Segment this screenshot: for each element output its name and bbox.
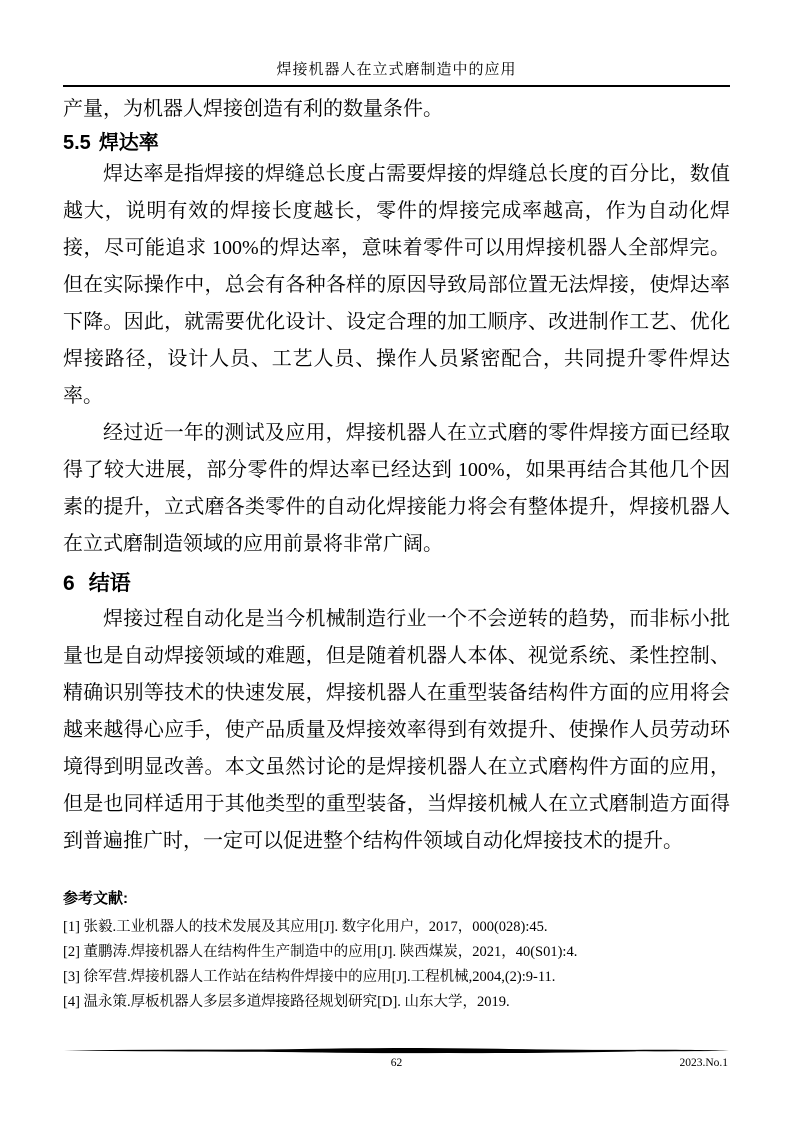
section-6-number: 6	[63, 572, 75, 595]
section-6-paragraph-1: 焊接过程自动化是当今机械制造行业一个不会逆转的趋势，而非标小批量也是自动焊接领域的难题，但是随着机器人本体、视觉系统、柔性控制、精确识别等技术的快速发展，焊接机器人在重型装备结构件方面的应用将会越来越得心应手，使产品质量及焊接效率得到有效提升、使操作人员劳动环境得到明显改善。本文虽然讨论的是焊接机器人在立式磨构件方面的应用，但是也同样适用于其他类型的重型装备，当焊接机械人在立式磨制造方面得到普遍推广时，一定可以促进整个结构件领域自动化焊接技术的提升。	[63, 608, 730, 852]
section-5-5-number: 5.5	[63, 132, 91, 154]
running-header	[63, 0, 730, 87]
reference-item-3: [3] 徐军营.焊接机器人工作站在结构件焊接中的应用[J].工程机械,2004,(2):9-11.	[63, 969, 556, 985]
references-heading: 参考文献:	[63, 890, 128, 907]
section-5-5-heading	[63, 130, 730, 156]
reference-item-2: [2] 董鹏涛.焊接机器人在结构件生产制造中的应用[J]. 陕西煤炭，2021，40(S01):4.	[63, 944, 578, 960]
running-header-title: 焊接机器人在立式磨制造中的应用	[276, 62, 517, 78]
reference-item-1: [1] 张毅.工业机器人的技术发展及其应用[J]. 数字化用户，2017，000(028):45.	[63, 919, 548, 935]
section-5-5-paragraph-2: 经过近一年的测试及应用，焊接机器人在立式磨的零件焊接方面已经取得了较大进展，部分零件的焊达率已经达到 100%，如果再结合其他几个因素的提升，立式磨各类零件的自动化焊接能力将会有整体提升，焊接机器人在立式磨制造领域的应用前景将非常广阔。	[63, 422, 730, 555]
section-6-title: 结语	[88, 572, 131, 595]
section-5-5-paragraph-1: 焊达率是指焊接的焊缝总长度占需要焊接的焊缝总长度的百分比，数值越大，说明有效的焊接长度越长，零件的焊接完成率越高，作为自动化焊接，尽可能追求 100%的焊达率，意味着零件可以用焊接机器人全部焊完。但在实际操作中，总会有各种各样的原因导致局部位置无法焊接，使焊达率下降。因此，就需要优化设计、设定合理的加工顺序、改进制作工艺、优化焊接路径，设计人员、工艺人员、操作人员紧密配合，共同提升零件焊达率。	[63, 163, 730, 407]
reference-item-4: [4] 温永策.厚板机器人多层多道焊接路径规划研究[D]. 山东大学，2019.	[63, 994, 510, 1010]
continuation-paragraph: 产量，为机器人焊接创造有利的数量条件。	[63, 98, 443, 120]
section-5-5-title: 焊达率	[98, 132, 159, 154]
footer-row	[63, 1057, 730, 1075]
header-rule	[63, 85, 730, 87]
page-number: 62	[390, 1057, 403, 1069]
page-footer	[63, 1046, 730, 1075]
issue-label: 2023.No.1	[679, 1057, 728, 1069]
document-body	[63, 92, 730, 860]
footer-rule	[63, 1046, 730, 1055]
references-section	[63, 888, 730, 1015]
section-6-heading	[63, 569, 730, 599]
